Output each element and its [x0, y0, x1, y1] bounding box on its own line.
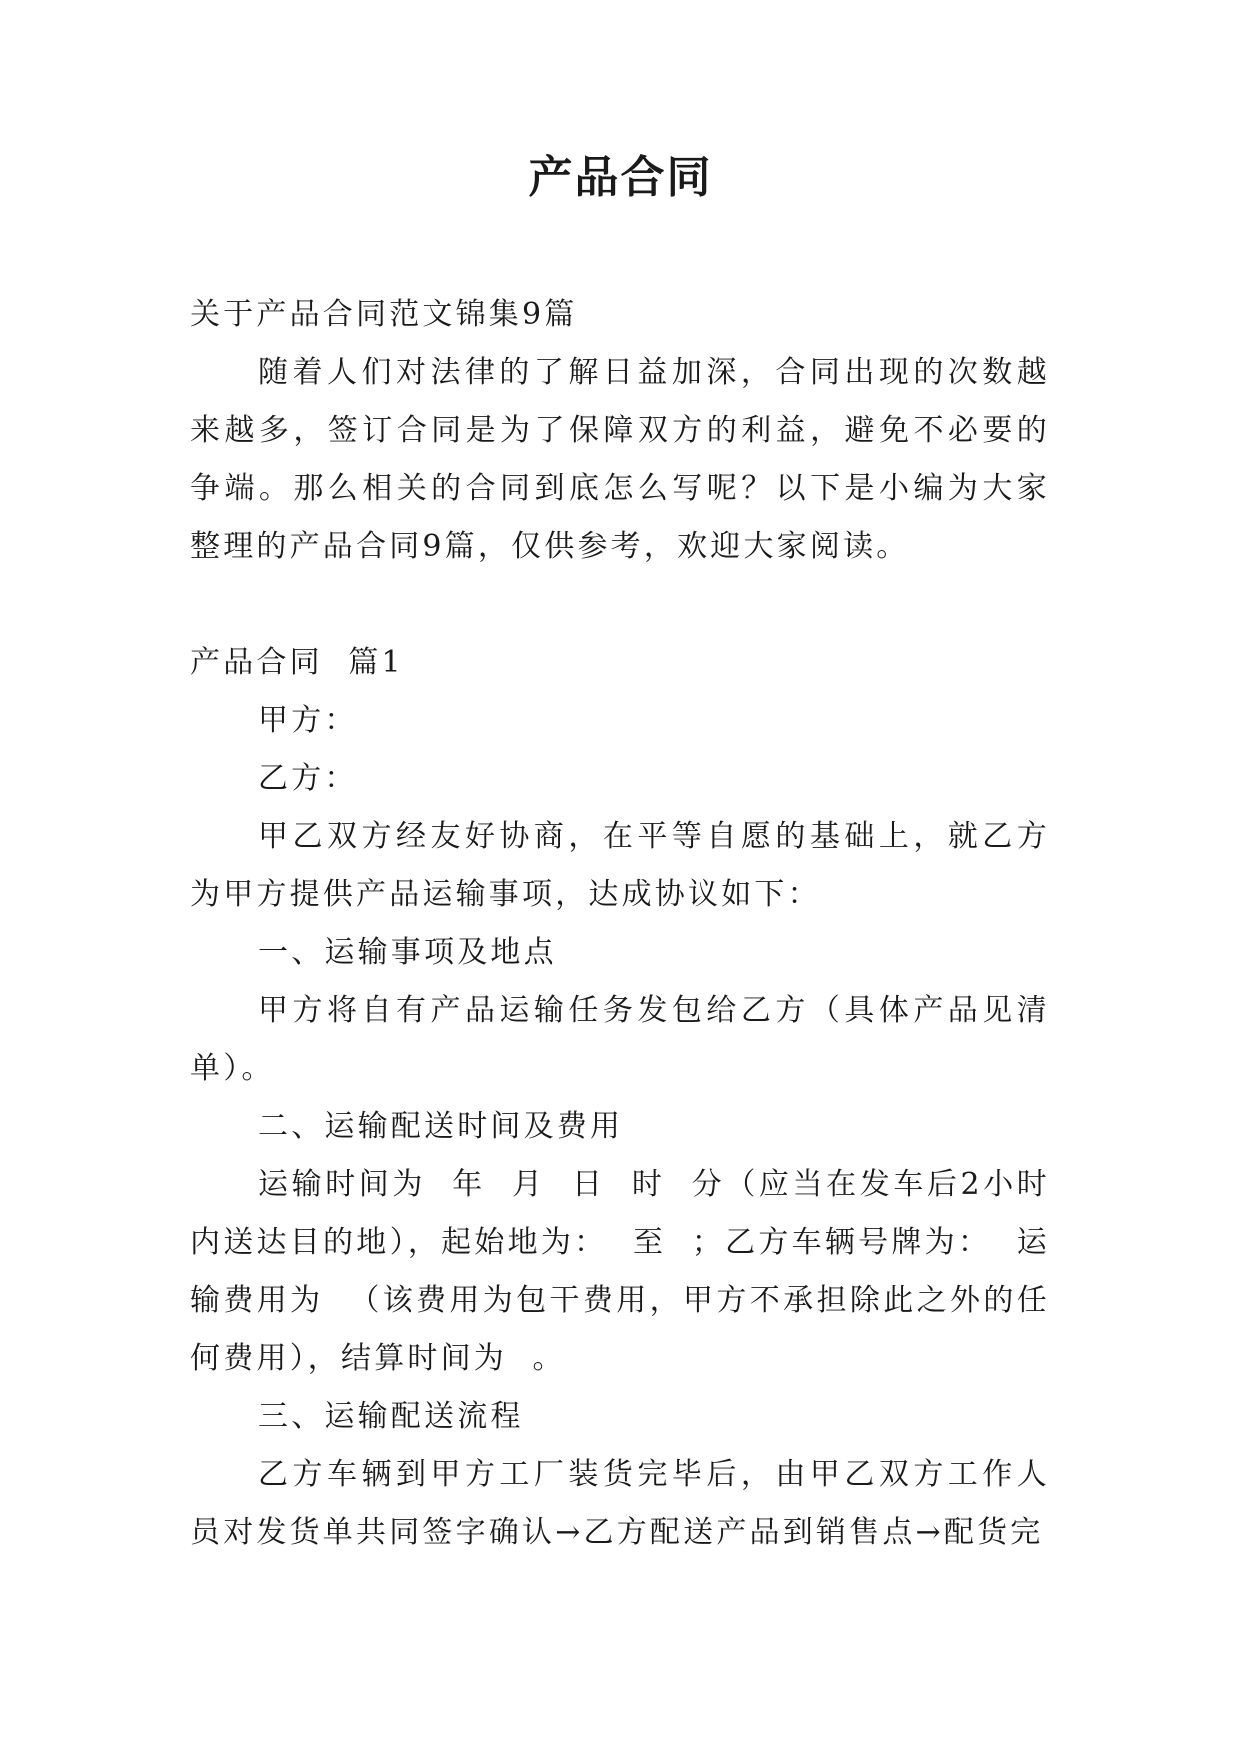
clause3-heading: 三、运输配送流程 [258, 1399, 524, 1434]
preamble-paragraph: 甲乙双方经友好协商，在平等自愿的基础上，就乙方为甲方提供产品运输事项，达成协议如下： [190, 819, 1050, 912]
intro-paragraph: 随着人们对法律的了解日益加深，合同出现的次数越来越多，签订合同是为了保障双方的利益，避免不必要的争端。那么相关的合同到底怎么写呢？以下是小编为大家整理的产品合同9篇，仅供参考，欢迎大家阅读。 [190, 355, 1050, 564]
clause1-text: 甲方将自有产品运输任务发包给乙方（具体产品见清单）。 [190, 993, 1050, 1086]
clause2-text: 运输时间为 年 月 日 时 分（应当在发车后2小时内送达目的地），起始地为： 至 ；乙方车辆号牌为： 运输费用为 （该费用为包干费用，甲方不承担除此之外的任何费用），结算时间为 。 [190, 1167, 1050, 1376]
clause3-text: 乙方车辆到甲方工厂装货完毕后，由甲乙双方工作人员对发货单共同签字确认→乙方配送产品到销售点→配货完 [190, 1457, 1050, 1550]
party-b-label: 乙方： [258, 761, 358, 796]
document-subtitle: 关于产品合同范文锦集9篇 [190, 297, 578, 332]
document-title: 产品合同 [528, 152, 713, 203]
document-body [190, 286, 1050, 1562]
spacer [190, 576, 1050, 634]
clause1-heading: 一、运输事项及地点 [258, 935, 557, 970]
clause2-heading: 二、运输配送时间及费用 [258, 1109, 624, 1144]
section-heading: 产品合同 篇1 [190, 645, 404, 680]
party-a-label: 甲方： [258, 703, 358, 738]
